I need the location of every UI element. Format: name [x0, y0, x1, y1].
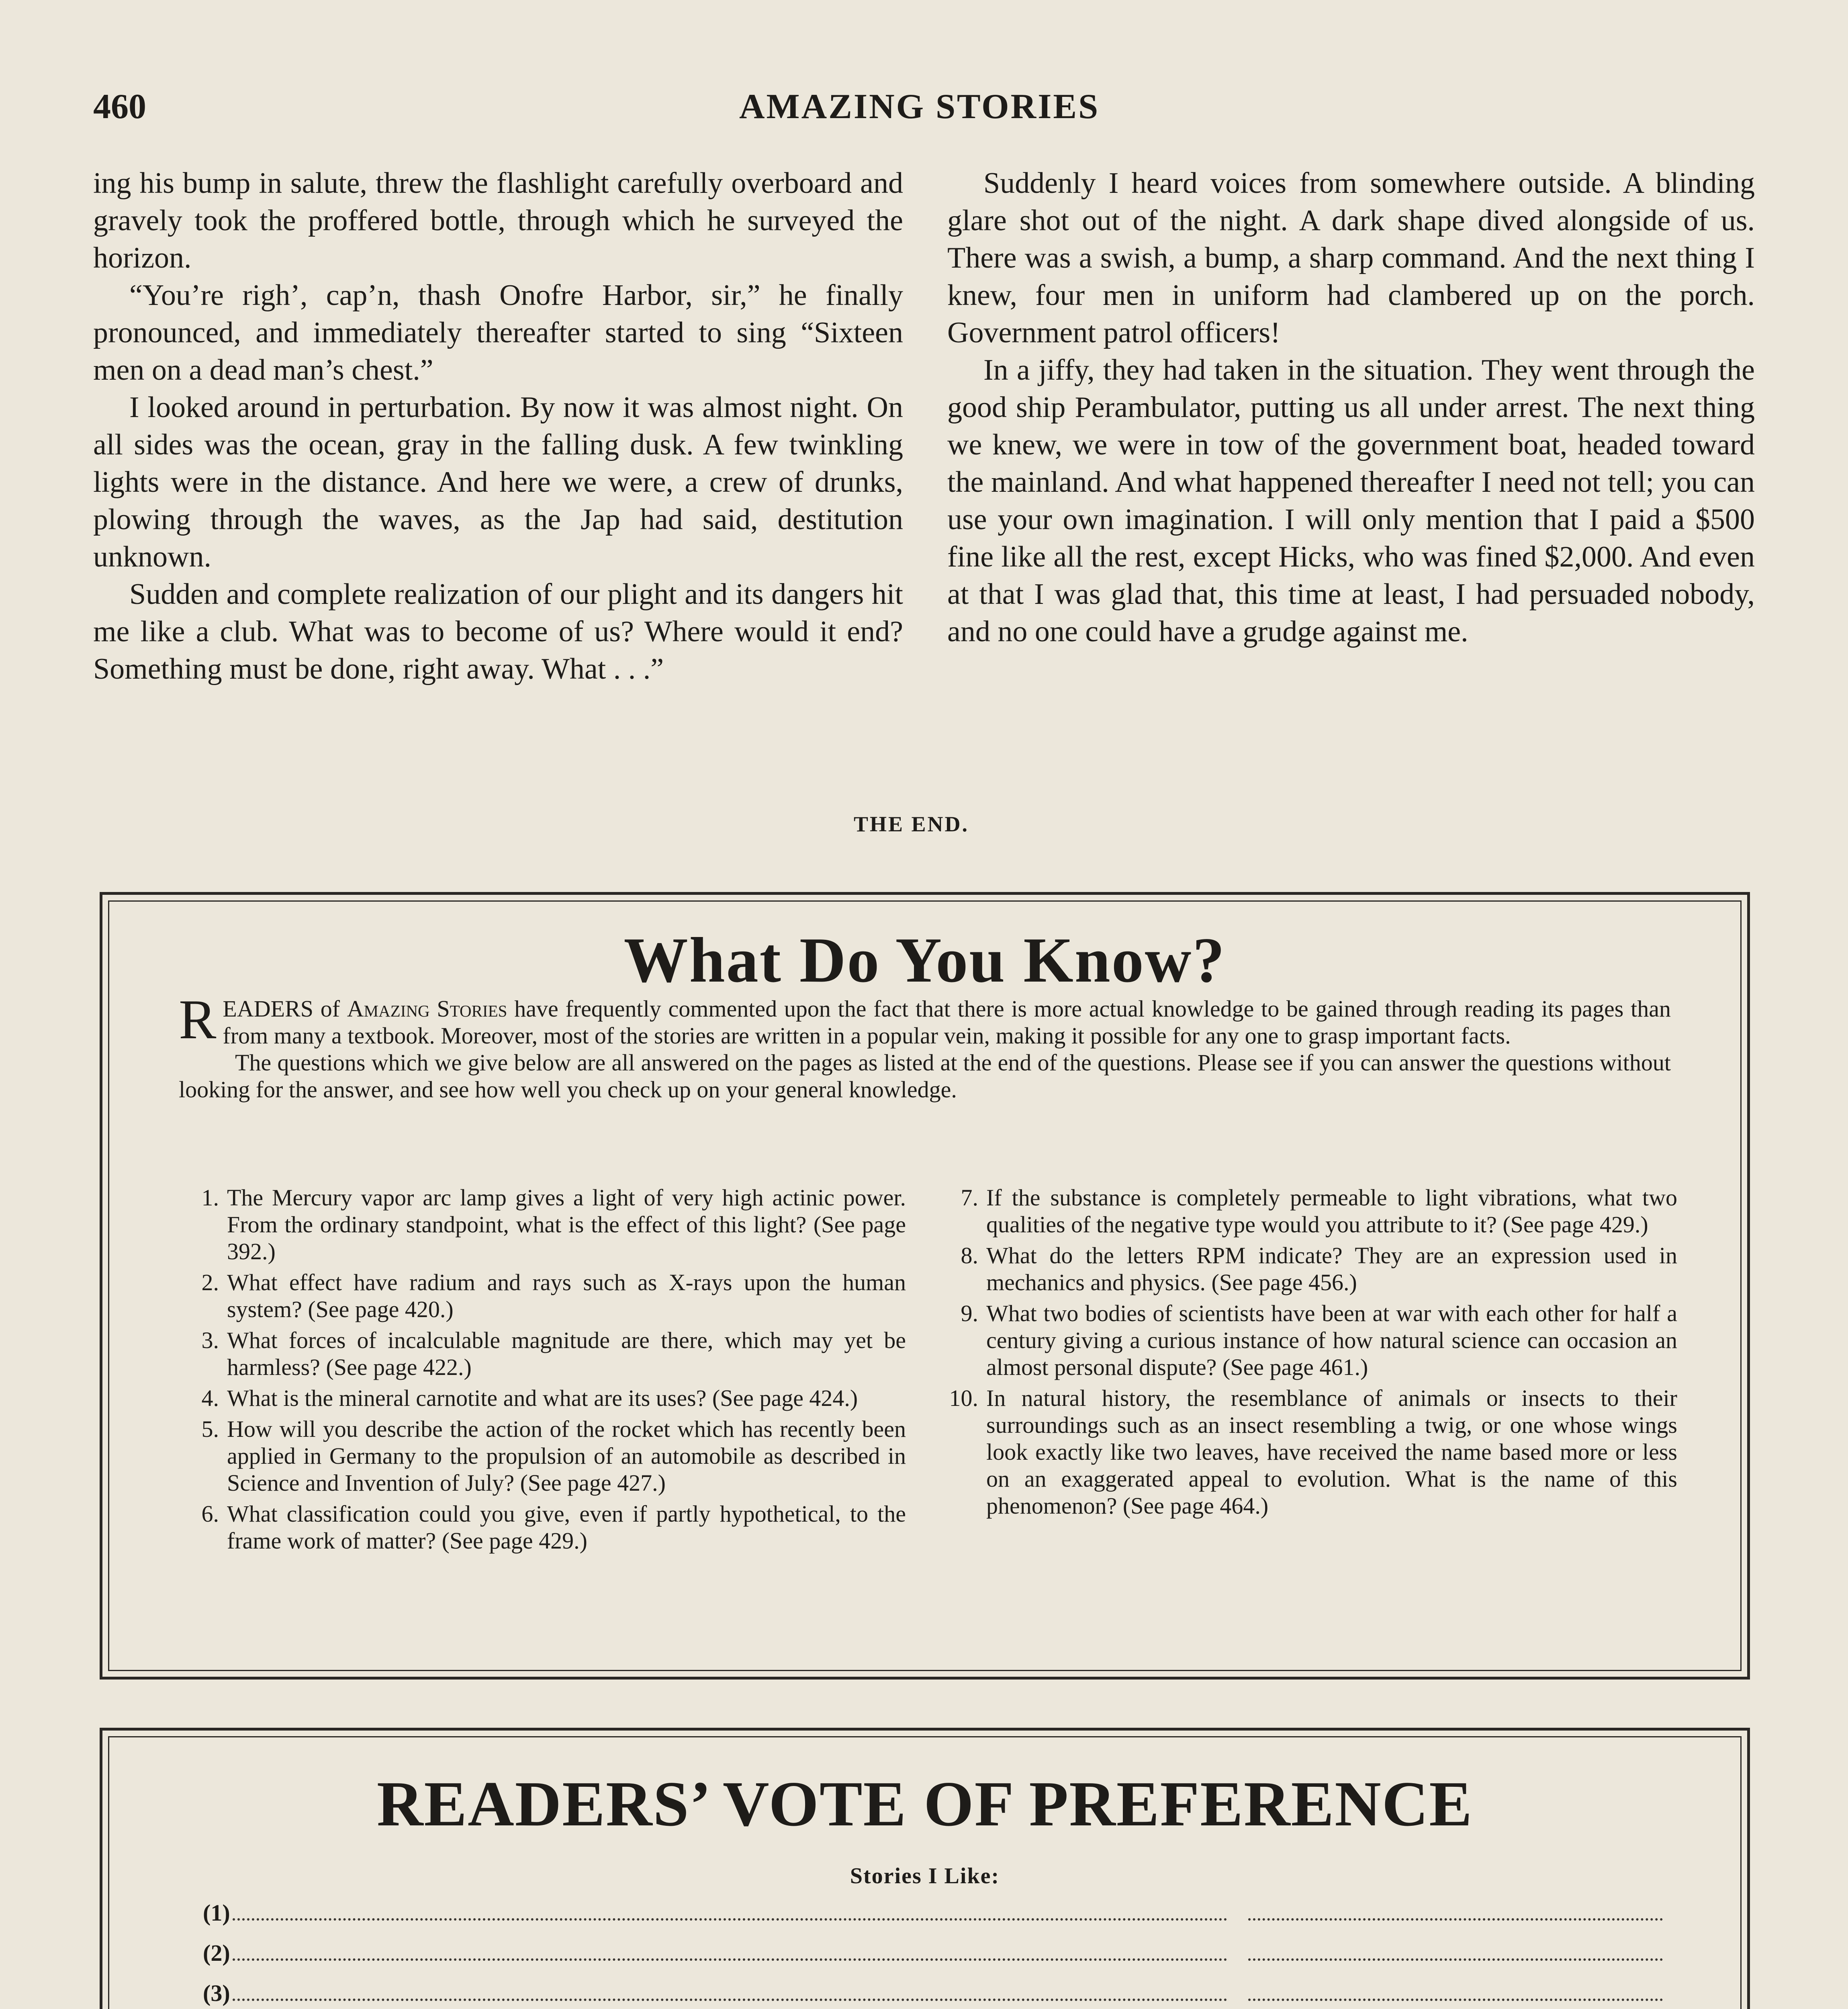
- story-paragraph: In a jiffy, they had taken in the situation. They went through the good ship Perambulator, putting us all under arrest. The next thing we knew, we were in tow of the government boat, headed toward the mainland. And what happened thereafter I need not tell; you can use your own imagination. I will only mention that I paid a $500 fine like all the rest, except Hicks, who was fined $2,000. And even at that I was glad that, this time at least, I had persuaded nobody, and no one could have a grudge against me.: [947, 354, 1755, 648]
- story-like-row[interactable]: (3): [203, 1980, 1665, 2009]
- stories-like-rows: [203, 1899, 1665, 2009]
- question-item: 9. What two bodies of scientists have been at war with each other for half a century giving a curious instance of how natural science can occasion an almost personal dispute? (See page 461.): [961, 1300, 1677, 1380]
- question-item: 6. What classification could you give, even if partly hypothetical, to the frame work of matter? (See page 429.): [201, 1501, 906, 1554]
- stories-like-heading: Stories I Like:: [850, 1864, 1000, 1888]
- question-item: 8. What do the letters RPM indicate? They are an expression used in mechanics and physics. (See page 456.): [961, 1242, 1677, 1295]
- story-like-row[interactable]: (1): [203, 1899, 1665, 1939]
- story-paragraph: Sudden and complete realization of our plight and its dangers hit me like a club. What was to become of us? Where would it end? Something must be done, right away. What . . .”: [93, 578, 903, 685]
- intro-paragraph: The questions which we give below are all answered on the pages as listed at the end of the questions. Please see if you can answer the questions without looking for the answer, and see how well you check up on your general knowledge.: [179, 1050, 1671, 1103]
- story-left-column: [93, 165, 903, 688]
- story-like-row[interactable]: (2): [203, 1939, 1665, 1980]
- quiz-title: What Do You Know?: [623, 924, 1226, 996]
- dropcap: R: [179, 988, 217, 1051]
- question-item: 10. In natural history, the resemblance of animals or insects to their surroundings such as an insect resembling a twig, or one whose wings look exactly like two leaves, have received the name based more or less on an exaggerated appeal to evolution. What is the name of this phenomenon? (See page 464.): [949, 1385, 1677, 1519]
- story-paragraph: I looked around in perturbation. By now it was almost night. On all sides was the ocean, gray in the falling dusk. A few twinkling lights were in the distance. And here we were, a crew of drunks, plowing through the waves, as the Jap had said, destitution unknown.: [93, 391, 903, 573]
- story-paragraph: ing his bump in salute, threw the flashlight carefully overboard and gravely took the proffered bottle, through which he surveyed the horizon.: [93, 167, 903, 274]
- question-item: 1. The Mercury vapor arc lamp gives a light of very high actinic power. From the ordinary standpoint, what is the effect of this light? (See page 392.): [201, 1185, 906, 1264]
- running-header-title: AMAZING STORIES: [739, 87, 1100, 126]
- question-item: 7. If the substance is completely permeable to light vibrations, what two qualities of the negative type would you attribute to it? (See page 429.): [961, 1185, 1677, 1238]
- what-do-you-know-box: [100, 892, 1750, 1680]
- vote-title: READERS’ VOTE OF PREFERENCE: [376, 1768, 1473, 1839]
- readers-vote-box: [100, 1728, 1750, 2009]
- quiz-intro: [179, 988, 1671, 1103]
- question-item: 2. What effect have radium and rays such as X-rays upon the human system? (See page 420.): [201, 1269, 906, 1322]
- magazine-name: Amazing Stories: [347, 996, 507, 1022]
- question-item: 3. What forces of incalculable magnitude are there, which may yet be harmless? (See page 422.): [201, 1327, 906, 1380]
- questions-left-column: [179, 1184, 906, 1558]
- questions-right-column: [938, 1184, 1677, 1523]
- story-right-column: [947, 165, 1755, 651]
- story-paragraph: “You’re righ’, cap’n, thash Onofre Harbor, sir,” he finally pronounced, and immediately thereafter started to sing “Sixteen men on a dead man’s chest.”: [93, 279, 903, 387]
- the-end-label: THE END.: [854, 812, 969, 836]
- intro-text: have frequently commented upon the fact that there is more actual knowledge to be gained through reading its pages than from many a textbook. Moreover, most of the stories are written in a popular vein, making it possible for any one to grasp important facts.: [223, 996, 1671, 1049]
- question-item: 4. What is the mineral carnotite and what are its uses? (See page 424.): [201, 1385, 858, 1411]
- page-number: 460: [93, 87, 146, 126]
- intro-text: EADERS of: [223, 996, 347, 1022]
- question-item: 5. How will you describe the action of the rocket which has recently been applied in Germany to the propulsion of an automobile as described in Science and Invention of July? (See page 427.): [201, 1416, 906, 1496]
- story-paragraph: Suddenly I heard voices from somewhere outside. A blinding glare shot out of the night. A dark shape dived alongside of us. There was a swish, a bump, a sharp command. And the next thing I knew, four men in uniform had clambered up on the porch. Government patrol officers!: [947, 167, 1755, 349]
